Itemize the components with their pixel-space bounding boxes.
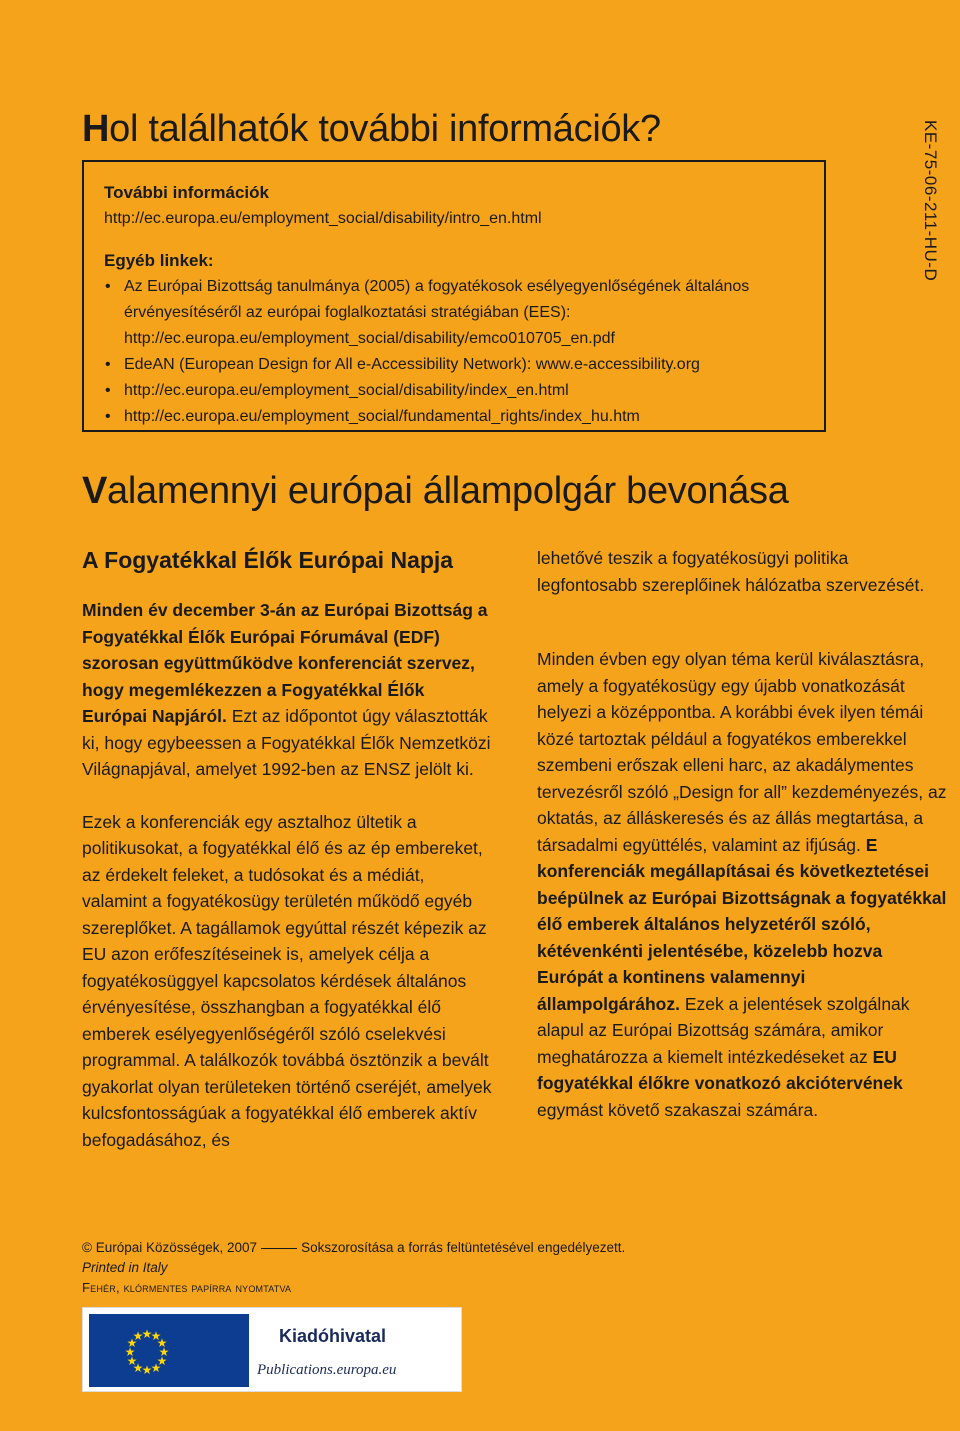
paragraph-text: Minden évben egy olyan téma kerül kiválasztásra, amely a fogyatékosügy egy újabb vonatkozását helyezi a középpontba. A korábbi évek ilyen témái közé tartoztak például a fogyatékos emberekkel szembeni erőszak elleni harc, az akadálymentes tervezésről szóló „Design for all” kezdeményezés, az oktatás, az álláskeresés és az állás megtartása, a társadalmi együttélés, valamint az ifjúság. [537, 649, 947, 855]
paragraph-text: Ezt az időpontot úgy választották ki, hogy egybeessen a Fogyatékkal Élők Nemzetközi Világnapjával, amelyet 1992-ben az ENSZ jelölt ki. [82, 706, 491, 779]
info-link[interactable]: http://ec.europa.eu/employment_social/disability/intro_en.html [104, 210, 542, 227]
other-links-heading: Egyéb linkek: [104, 251, 214, 270]
section-title-rest: alamennyi európai állampolgár bevonása [107, 470, 789, 512]
dash-divider [261, 1248, 297, 1249]
info-heading: További információk [104, 183, 269, 202]
footer [82, 1238, 625, 1298]
info-box [82, 160, 826, 432]
left-column [82, 545, 492, 1153]
svg-text:★: ★ [141, 1363, 153, 1377]
paragraph [82, 597, 492, 783]
paragraph-text: Ezek a jelentések szolgálnak alapul az Európai Bizottság számára, amikor meghatározza a kiemelt intézkedéseket az [537, 993, 910, 1067]
reproduction-note: Sokszorosítása a forrás feltüntetésével engedélyezett. [301, 1240, 626, 1255]
svg-text:★: ★ [132, 1329, 144, 1343]
eu-stars-icon [89, 1314, 249, 1387]
section-title [82, 470, 789, 513]
page-title [82, 108, 661, 151]
paragraph: Ezek a konferenciák egy asztalhoz ültetik a politikusokat, a fogyatékkal élő és az ép embereket, az érdekelt feleket, a tudósokat és a médiát, valamint a fogyatékosügy területén működő egyéb szereplőket. A tagállamok egyúttal részét képezik az EU azon erőfeszítéseinek is, amelyek célja a fogyatékosüggyel kapcsolatos kérdések általános érvényesítése, összhangban a fogyatékkal élő emberek esélyegyenlőségéről szóló cselekvési programmal. A találkozók továbbá ösztönzik a bevált gyakorlat olyan területeken történő cseréjét, amelyek kulcsfontosságúak a fogyatékkal élő emberek aktív befogadásához, és [82, 811, 492, 1150]
title-rest: ol találhatók további információk? [109, 108, 661, 150]
publisher-name: Kiadóhivatal [279, 1326, 387, 1346]
svg-text:★: ★ [141, 1327, 153, 1341]
svg-text:★: ★ [150, 1361, 162, 1375]
links-list [104, 274, 804, 430]
paper-note: Fehér, klórmentes papírra nyomtatva [82, 1280, 292, 1295]
svg-text:★: ★ [156, 1336, 168, 1350]
svg-text:★: ★ [124, 1345, 136, 1359]
list-item[interactable]: • http://ec.europa.eu/employment_social/disability/index_en.html [104, 378, 804, 404]
svg-text:★: ★ [132, 1361, 144, 1375]
svg-text:★: ★ [150, 1329, 162, 1343]
copyright-line [82, 1238, 625, 1258]
publications-logo[interactable] [82, 1307, 462, 1392]
list-item[interactable]: • Az Európai Bizottság tanulmánya (2005) a fogyatékosok esélyegyenlőségének általános érvényesítéséről az európai foglalkoztatási stratégiában (EES): http://ec.europa.eu/employment_social/disability/emco010705_en.pdf [104, 274, 804, 352]
eu-flag-icon [89, 1314, 249, 1387]
title-initial: H [82, 108, 110, 150]
svg-text:★: ★ [126, 1354, 138, 1368]
catalogue-code: KE-75-06-211-HU-D [921, 120, 940, 282]
paragraph-bold: Minden év december 3-án az Európai Bizottság a Fogyatékkal Élők Európai Fórumával (EDF) szorosan együttműködve konferenciát szervez, hogy megemlékezzen a Fogyatékkal Élők Európai Napjáról. [82, 600, 488, 726]
svg-text:★: ★ [126, 1336, 138, 1350]
paragraph-bold: E konferenciák megállapításai és következtetései beépülnek az Európai Bizottságnak a fogyatékkal élő emberek általános helyzetéről szóló, kétévenkénti jelentésébe, közelebb hozva Európát a kontinens valamennyi állampolgárához. [537, 834, 947, 1014]
svg-text:★: ★ [156, 1354, 168, 1368]
paragraph-bold: EU fogyatékkal élőkre vonatkozó akciótervének [537, 1046, 903, 1093]
publisher-url[interactable]: Publications.europa.eu [257, 1362, 397, 1378]
printed-in: Printed in Italy [82, 1260, 168, 1275]
right-column [537, 545, 947, 1123]
copyright: © Európai Közösségek, 2007 [82, 1240, 258, 1255]
subheading: A Fogyatékkal Élők Európai Napja [82, 547, 454, 573]
section-title-initial: V [82, 470, 108, 512]
paragraph-text: egymást követő szakaszai számára. [537, 1099, 819, 1120]
paragraph: lehetővé teszik a fogyatékosügyi politika legfontosabb szereplőinek hálózatba szervezését. [537, 548, 925, 595]
list-item[interactable]: • EdeAN (European Design for All e-Accessibility Network): www.e-accessibility.org [104, 352, 804, 378]
list-item[interactable]: • http://ec.europa.eu/employment_social/fundamental_rights/index_hu.htm [104, 404, 804, 430]
svg-text:★: ★ [158, 1345, 170, 1359]
paragraph [537, 646, 947, 1123]
